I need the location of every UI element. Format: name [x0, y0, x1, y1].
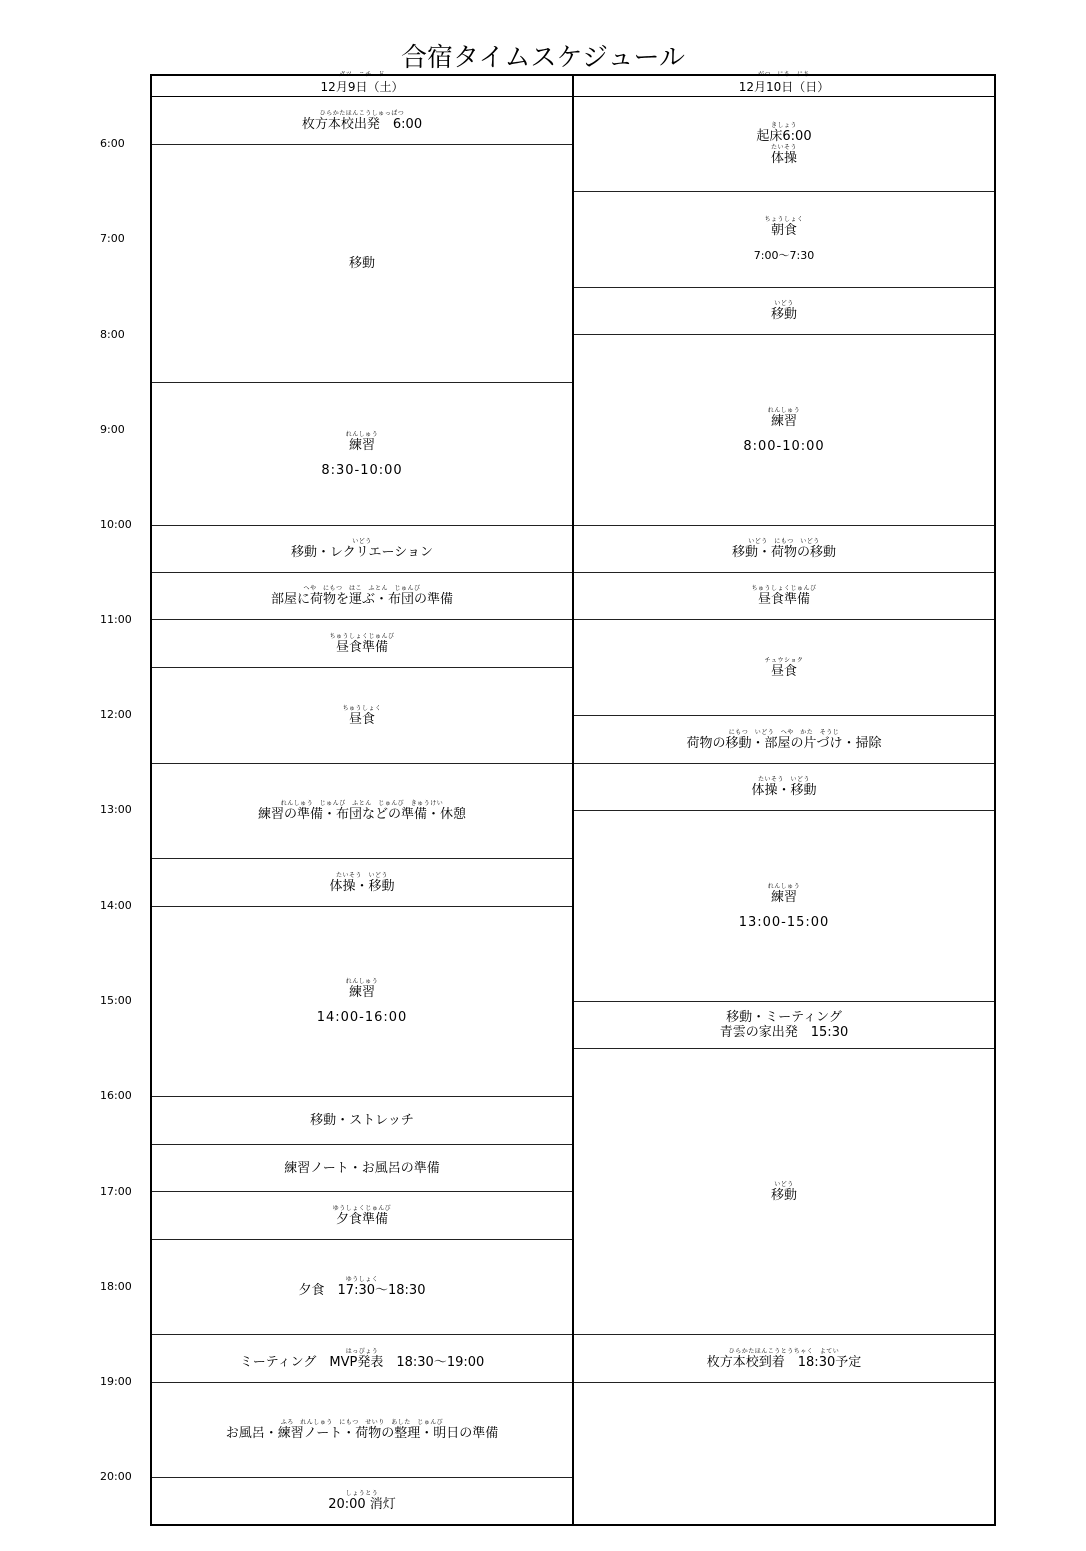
day1-row [152, 859, 572, 907]
day1-row [152, 1335, 572, 1383]
hour-label: 16:00 [100, 1089, 132, 1102]
event-time: 7:00～7:30 [753, 249, 815, 262]
event-text: 昼食 [770, 663, 797, 679]
day2-row [574, 1049, 994, 1335]
day2-header-label: 12月10日（日） [738, 80, 830, 94]
ruby-text: へや にもつ はこ ふとん じゅんび [303, 585, 421, 592]
day2-header [574, 71, 994, 96]
event-text: 練習の準備・布団などの準備・休憩 [257, 807, 466, 822]
event-text: 移動 [348, 256, 375, 271]
ruby-text: れんしゅう じゅんび ふとん じゅんび きゅうけい [280, 800, 444, 807]
event-text: 練習 [770, 889, 797, 905]
ruby-text: いどう [774, 1180, 794, 1188]
ruby-text: ちょうしょく [764, 216, 804, 223]
day1-row [152, 383, 572, 526]
hour-label: 13:00 [100, 803, 132, 816]
day2-row [574, 573, 994, 620]
day1-header [152, 71, 572, 96]
event-text: 枚方本校出発 6:00 [301, 116, 423, 132]
ruby-text: たいそう [770, 144, 797, 151]
event-time: 8:00-10:00 [743, 438, 825, 454]
event-text: 昼食 [348, 711, 375, 727]
day1-header-ruby: ガツ ニチ ド [339, 71, 385, 78]
hour-label: 11:00 [100, 613, 132, 626]
event-text: 体操 [770, 151, 797, 166]
hour-label: 9:00 [100, 423, 125, 436]
ruby-text: にもつ いどう へや かた そうじ [728, 728, 840, 736]
ruby-text: ちゅうしょく [342, 704, 382, 712]
ruby-text: はっぴょう [345, 1347, 379, 1355]
event-text: 移動 [770, 1187, 797, 1203]
event-text: 練習ノート・お風呂の準備 [284, 1160, 440, 1176]
day1-row [152, 145, 572, 383]
hour-label: 6:00 [100, 137, 125, 150]
hour-label: 7:00 [100, 232, 125, 245]
event-time: 8:30-10:00 [321, 462, 403, 478]
ruby-text: いどう [774, 300, 794, 307]
day1-row [152, 668, 572, 764]
event-text: 移動・ミーティング [726, 1010, 842, 1025]
ruby-text: きしょう [770, 122, 797, 129]
day2-row [574, 192, 994, 288]
event-text: 体操・移動 [329, 878, 395, 894]
event-text: お風呂・練習ノート・荷物の整理・明日の準備 [225, 1426, 499, 1441]
event-text: 起床6:00 [756, 129, 812, 144]
event-text: 練習 [348, 437, 375, 453]
day1-row [152, 97, 572, 145]
event-time: 14:00-16:00 [316, 1010, 408, 1025]
event-text: 部屋に荷物を運ぶ・布団の準備 [270, 592, 453, 607]
ruby-text: たいそう いどう [757, 776, 810, 783]
ruby-text: いどう [352, 538, 372, 545]
ruby-text: ふろ れんしゅう にもつ せいり あした じゅんび [280, 1419, 444, 1426]
event-text: 昼食準備 [335, 639, 388, 655]
day1-row [152, 907, 572, 1097]
day1-row [152, 764, 572, 859]
ruby-text: いどう にもつ いどう [748, 538, 820, 545]
day2-row [574, 335, 994, 526]
event-text: 青雲の家出発 15:30 [719, 1025, 849, 1040]
day2-row [574, 811, 994, 1002]
day2-row [574, 526, 994, 573]
page-title: 合宿タイムスケジュール [401, 43, 685, 73]
event-text: 夕食準備 [335, 1211, 388, 1227]
ruby-text: ちゅうしょくじゅんび [329, 632, 395, 640]
ruby-text: れんしゅう [767, 882, 801, 890]
ruby-text: れんしゅう [767, 406, 801, 414]
ruby-text: ちゅうしょくじゅんび [751, 585, 817, 592]
ruby-text: ゆうしょく [345, 1276, 379, 1283]
hour-label: 12:00 [100, 708, 132, 721]
ruby-text: チュウショク [764, 656, 804, 664]
day1-row [152, 1478, 572, 1524]
ruby-text: ひらかたほんこうしゅっぱつ [319, 109, 405, 117]
day1-row [152, 1097, 572, 1145]
day2-header-ruby: がつ にち にち [757, 71, 810, 78]
ruby-text: れんしゅう [345, 430, 379, 438]
day2-row [574, 716, 994, 764]
event-text: 移動・レクリエーション [291, 545, 433, 560]
day1-row [152, 1240, 572, 1335]
event-text: 移動・荷物の移動 [731, 545, 836, 560]
day1-row [152, 573, 572, 620]
event-text: 移動・ストレッチ [310, 1113, 414, 1128]
event-text: 朝食 [770, 223, 797, 238]
event-text: 昼食準備 [757, 592, 810, 607]
day2-row [574, 97, 994, 192]
day1-row [152, 620, 572, 668]
ruby-text: しょうとう [345, 1490, 379, 1497]
day2-row [574, 1335, 994, 1383]
hour-label: 8:00 [100, 328, 125, 341]
ruby-text: たいそう いどう [335, 871, 388, 879]
day2-row [574, 620, 994, 716]
event-text: ミーティング MVP発表 18:30～19:00 [239, 1354, 485, 1370]
ruby-text: ひらかたほんこうとうちゃく よてい [728, 1347, 840, 1355]
day1-row [152, 526, 572, 573]
day1-row [152, 1192, 572, 1240]
event-text: 夕食 17:30～18:30 [298, 1283, 426, 1298]
hour-label: 19:00 [100, 1375, 132, 1388]
event-time: 13:00-15:00 [738, 914, 830, 930]
day2-row [574, 1002, 994, 1049]
day1-header-label: 12月9日（土） [320, 80, 404, 94]
ruby-text: ゆうしょくじゅんび [332, 1204, 392, 1212]
hour-label: 15:00 [100, 994, 132, 1007]
event-text: 練習 [770, 413, 797, 429]
event-text: 移動 [770, 307, 797, 322]
ruby-text: れんしゅう [345, 978, 379, 985]
hour-label: 17:00 [100, 1185, 132, 1198]
event-text: 荷物の移動・部屋の片づけ・掃除 [686, 735, 882, 751]
event-text: 練習 [348, 985, 375, 1000]
event-text: 20:00 消灯 [328, 1497, 396, 1512]
hour-label: 14:00 [100, 899, 132, 912]
day1-row [152, 1145, 572, 1192]
hour-label: 20:00 [100, 1470, 132, 1483]
hour-label: 18:00 [100, 1280, 132, 1293]
day2-row [574, 1383, 994, 1524]
day2-row [574, 764, 994, 811]
event-text: 体操・移動 [751, 783, 817, 798]
day2-row [574, 288, 994, 335]
event-text: 枚方本校到着 18:30予定 [706, 1354, 862, 1370]
hour-label: 10:00 [100, 518, 132, 531]
day1-row [152, 1383, 572, 1478]
